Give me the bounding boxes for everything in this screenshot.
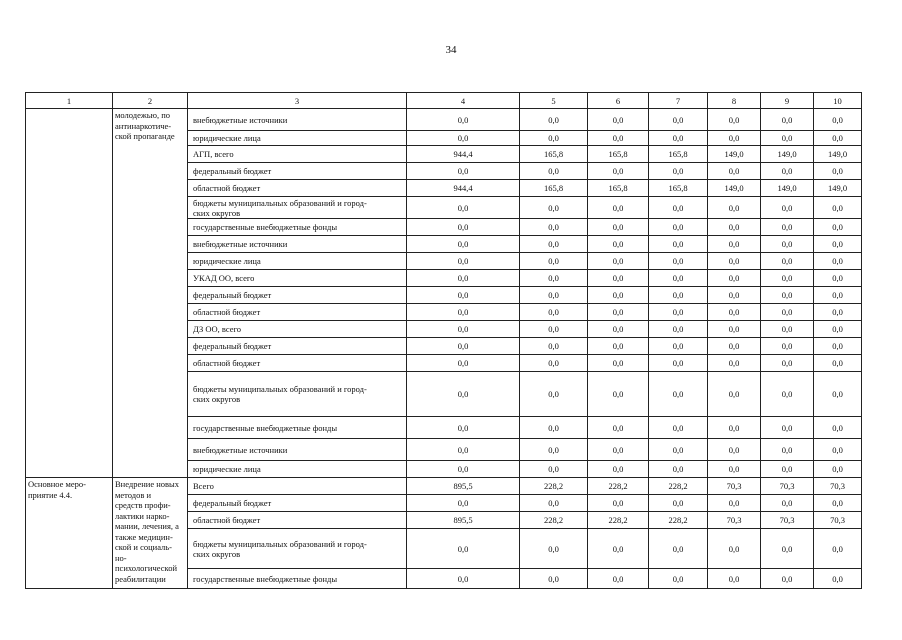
value-cell: 0,0 xyxy=(708,439,761,461)
value-cell: 0,0 xyxy=(649,163,708,180)
value-cell: 0,0 xyxy=(407,529,520,569)
value-cell: 0,0 xyxy=(407,417,520,439)
value-cell: 0,0 xyxy=(761,417,814,439)
value-cell: 0,0 xyxy=(761,131,814,146)
value-cell: 0,0 xyxy=(588,270,649,287)
value-cell: 0,0 xyxy=(708,163,761,180)
value-cell: 0,0 xyxy=(761,219,814,236)
value-cell: 0,0 xyxy=(814,372,862,417)
value-cell: 0,0 xyxy=(761,253,814,270)
funding-source-label: юридические лица xyxy=(188,131,407,146)
value-cell: 0,0 xyxy=(407,197,520,219)
value-cell: 165,8 xyxy=(520,180,588,197)
value-cell: 228,2 xyxy=(649,478,708,495)
value-cell: 228,2 xyxy=(588,512,649,529)
value-cell: 0,0 xyxy=(520,197,588,219)
funding-source-label: областной бюджет xyxy=(188,512,407,529)
value-cell: 0,0 xyxy=(407,304,520,321)
value-cell: 0,0 xyxy=(407,461,520,478)
value-cell: 149,0 xyxy=(814,146,862,163)
value-cell: 0,0 xyxy=(588,495,649,512)
value-cell: 0,0 xyxy=(588,338,649,355)
value-cell: 0,0 xyxy=(814,131,862,146)
value-cell: 0,0 xyxy=(814,253,862,270)
funding-source-label: АГП, всего xyxy=(188,146,407,163)
value-cell: 0,0 xyxy=(588,219,649,236)
value-cell: 149,0 xyxy=(761,180,814,197)
value-cell: 0,0 xyxy=(814,495,862,512)
value-cell: 0,0 xyxy=(814,417,862,439)
value-cell: 0,0 xyxy=(520,321,588,338)
value-cell: 0,0 xyxy=(407,253,520,270)
value-cell: 0,0 xyxy=(588,355,649,372)
value-cell: 70,3 xyxy=(708,478,761,495)
value-cell: 0,0 xyxy=(761,163,814,180)
value-cell: 165,8 xyxy=(649,180,708,197)
value-cell: 0,0 xyxy=(649,417,708,439)
value-cell: 0,0 xyxy=(407,270,520,287)
value-cell: 0,0 xyxy=(520,219,588,236)
value-cell: 0,0 xyxy=(814,529,862,569)
value-cell: 0,0 xyxy=(814,109,862,131)
value-cell: 165,8 xyxy=(588,146,649,163)
value-cell: 0,0 xyxy=(708,569,761,589)
value-cell: 0,0 xyxy=(588,439,649,461)
value-cell: 0,0 xyxy=(520,529,588,569)
value-cell: 70,3 xyxy=(761,512,814,529)
value-cell: 0,0 xyxy=(588,304,649,321)
value-cell: 0,0 xyxy=(761,439,814,461)
value-cell: 0,0 xyxy=(814,236,862,253)
value-cell: 0,0 xyxy=(814,163,862,180)
funding-source-label: юридические лица xyxy=(188,461,407,478)
value-cell: 0,0 xyxy=(588,321,649,338)
value-cell: 0,0 xyxy=(708,219,761,236)
value-cell: 0,0 xyxy=(520,495,588,512)
value-cell: 0,0 xyxy=(407,338,520,355)
value-cell: 0,0 xyxy=(761,109,814,131)
value-cell: 165,8 xyxy=(649,146,708,163)
budget-table xyxy=(25,92,862,589)
value-cell: 0,0 xyxy=(814,461,862,478)
value-cell: 165,8 xyxy=(588,180,649,197)
funding-source-label: УКАД ОО, всего xyxy=(188,270,407,287)
funding-source-label: Всего xyxy=(188,478,407,495)
funding-source-label: федеральный бюджет xyxy=(188,163,407,180)
value-cell: 0,0 xyxy=(814,270,862,287)
funding-source-label: областной бюджет xyxy=(188,304,407,321)
value-cell: 0,0 xyxy=(407,109,520,131)
value-cell: 0,0 xyxy=(761,372,814,417)
funding-source-label: областной бюджет xyxy=(188,180,407,197)
value-cell: 0,0 xyxy=(814,321,862,338)
value-cell: 0,0 xyxy=(520,417,588,439)
value-cell: 0,0 xyxy=(588,253,649,270)
value-cell: 0,0 xyxy=(588,109,649,131)
value-cell: 0,0 xyxy=(814,569,862,589)
column-header: 9 xyxy=(761,93,814,109)
value-cell: 0,0 xyxy=(407,236,520,253)
value-cell: 0,0 xyxy=(588,461,649,478)
column-header: 7 xyxy=(649,93,708,109)
value-cell: 228,2 xyxy=(520,512,588,529)
value-cell: 0,0 xyxy=(649,439,708,461)
value-cell: 0,0 xyxy=(588,197,649,219)
value-cell: 149,0 xyxy=(708,146,761,163)
value-cell: 0,0 xyxy=(761,321,814,338)
page-number: 34 xyxy=(445,44,457,56)
value-cell: 0,0 xyxy=(761,569,814,589)
value-cell: 0,0 xyxy=(708,461,761,478)
value-cell: 0,0 xyxy=(708,304,761,321)
value-cell: 0,0 xyxy=(814,355,862,372)
value-cell: 0,0 xyxy=(649,304,708,321)
value-cell: 0,0 xyxy=(761,355,814,372)
value-cell: 0,0 xyxy=(407,131,520,146)
funding-source-label: внебюджетные источники xyxy=(188,236,407,253)
value-cell: 0,0 xyxy=(649,197,708,219)
value-cell: 0,0 xyxy=(761,304,814,321)
value-cell: 0,0 xyxy=(520,439,588,461)
funding-source-label: государственные внебюджетные фонды xyxy=(188,219,407,236)
value-cell: 0,0 xyxy=(708,372,761,417)
column-header: 5 xyxy=(520,93,588,109)
funding-source-label: федеральный бюджет xyxy=(188,338,407,355)
value-cell: 0,0 xyxy=(761,236,814,253)
value-cell: 70,3 xyxy=(708,512,761,529)
value-cell: 70,3 xyxy=(814,512,862,529)
value-cell: 228,2 xyxy=(588,478,649,495)
header-row xyxy=(26,93,862,109)
value-cell: 0,0 xyxy=(407,569,520,589)
value-cell: 0,0 xyxy=(407,321,520,338)
value-cell: 0,0 xyxy=(649,109,708,131)
value-cell: 0,0 xyxy=(761,197,814,219)
table-row xyxy=(26,109,862,131)
value-cell: 0,0 xyxy=(761,495,814,512)
value-cell: 0,0 xyxy=(761,270,814,287)
column-header: 3 xyxy=(188,93,407,109)
value-cell: 0,0 xyxy=(588,287,649,304)
value-cell: 149,0 xyxy=(708,180,761,197)
value-cell: 0,0 xyxy=(407,163,520,180)
value-cell: 0,0 xyxy=(708,236,761,253)
value-cell: 0,0 xyxy=(588,163,649,180)
value-cell: 0,0 xyxy=(761,338,814,355)
value-cell: 0,0 xyxy=(649,495,708,512)
value-cell: 0,0 xyxy=(761,461,814,478)
value-cell: 0,0 xyxy=(649,355,708,372)
value-cell: 0,0 xyxy=(407,287,520,304)
value-cell: 0,0 xyxy=(814,219,862,236)
value-cell: 0,0 xyxy=(708,253,761,270)
value-cell: 0,0 xyxy=(649,372,708,417)
value-cell: 0,0 xyxy=(520,109,588,131)
value-cell: 0,0 xyxy=(588,529,649,569)
value-cell: 0,0 xyxy=(708,287,761,304)
value-cell: 0,0 xyxy=(708,197,761,219)
value-cell: 0,0 xyxy=(588,569,649,589)
value-cell: 0,0 xyxy=(649,253,708,270)
activity-name-cell xyxy=(26,109,113,478)
value-cell: 0,0 xyxy=(649,461,708,478)
value-cell: 0,0 xyxy=(761,529,814,569)
funding-source-label: бюджеты муниципальных образований и город- ских округов xyxy=(188,372,407,417)
column-header: 10 xyxy=(814,93,862,109)
value-cell: 0,0 xyxy=(520,569,588,589)
value-cell: 944,4 xyxy=(407,146,520,163)
value-cell: 0,0 xyxy=(708,417,761,439)
value-cell: 0,0 xyxy=(649,569,708,589)
funding-source-label: внебюджетные источники xyxy=(188,109,407,131)
value-cell: 0,0 xyxy=(814,287,862,304)
value-cell: 0,0 xyxy=(520,355,588,372)
value-cell: 0,0 xyxy=(407,372,520,417)
value-cell: 0,0 xyxy=(814,439,862,461)
value-cell: 0,0 xyxy=(649,131,708,146)
funding-source-label: федеральный бюджет xyxy=(188,287,407,304)
value-cell: 0,0 xyxy=(649,338,708,355)
value-cell: 0,0 xyxy=(588,236,649,253)
value-cell: 149,0 xyxy=(761,146,814,163)
activity-description-cell: Внедрение новых методов и средств профи- лактики нарко- мании, лечения, а также медицин- ской и социаль- но- психологической реабилитации xyxy=(113,478,188,589)
value-cell: 0,0 xyxy=(520,287,588,304)
value-cell: 0,0 xyxy=(520,270,588,287)
value-cell: 70,3 xyxy=(814,478,862,495)
value-cell: 0,0 xyxy=(520,236,588,253)
column-header: 4 xyxy=(407,93,520,109)
table-row xyxy=(26,478,862,495)
column-header: 6 xyxy=(588,93,649,109)
value-cell: 149,0 xyxy=(814,180,862,197)
value-cell: 0,0 xyxy=(649,321,708,338)
value-cell: 0,0 xyxy=(520,372,588,417)
column-header: 8 xyxy=(708,93,761,109)
value-cell: 944,4 xyxy=(407,180,520,197)
value-cell: 0,0 xyxy=(708,131,761,146)
funding-source-label: федеральный бюджет xyxy=(188,495,407,512)
funding-source-label: юридические лица xyxy=(188,253,407,270)
value-cell: 895,5 xyxy=(407,512,520,529)
funding-source-label: областной бюджет xyxy=(188,355,407,372)
value-cell: 0,0 xyxy=(520,163,588,180)
value-cell: 0,0 xyxy=(520,253,588,270)
value-cell: 0,0 xyxy=(407,355,520,372)
value-cell: 0,0 xyxy=(588,131,649,146)
column-header: 2 xyxy=(113,93,188,109)
funding-source-label: государственные внебюджетные фонды xyxy=(188,417,407,439)
value-cell: 0,0 xyxy=(708,321,761,338)
value-cell: 0,0 xyxy=(708,338,761,355)
funding-source-label: бюджеты муниципальных образований и город- ских округов xyxy=(188,197,407,219)
funding-source-label: ДЗ ОО, всего xyxy=(188,321,407,338)
value-cell: 0,0 xyxy=(761,287,814,304)
value-cell: 895,5 xyxy=(407,478,520,495)
funding-source-label: внебюджетные источники xyxy=(188,439,407,461)
value-cell: 0,0 xyxy=(649,287,708,304)
activity-description-cell: молодежью, по антинаркотиче- ской пропаганде xyxy=(113,109,188,478)
value-cell: 0,0 xyxy=(520,461,588,478)
funding-source-label: государственные внебюджетные фонды xyxy=(188,569,407,589)
value-cell: 0,0 xyxy=(407,495,520,512)
funding-source-label: бюджеты муниципальных образований и город- ских округов xyxy=(188,529,407,569)
activity-name-cell: Основное меро- приятие 4.4. xyxy=(26,478,113,589)
value-cell: 0,0 xyxy=(708,109,761,131)
value-cell: 0,0 xyxy=(649,219,708,236)
value-cell: 70,3 xyxy=(761,478,814,495)
value-cell: 0,0 xyxy=(407,219,520,236)
value-cell: 0,0 xyxy=(520,304,588,321)
value-cell: 0,0 xyxy=(649,270,708,287)
value-cell: 0,0 xyxy=(588,372,649,417)
value-cell: 228,2 xyxy=(520,478,588,495)
value-cell: 0,0 xyxy=(520,131,588,146)
value-cell: 165,8 xyxy=(520,146,588,163)
value-cell: 228,2 xyxy=(649,512,708,529)
value-cell: 0,0 xyxy=(814,197,862,219)
table-body xyxy=(26,93,862,589)
value-cell: 0,0 xyxy=(588,417,649,439)
value-cell: 0,0 xyxy=(708,529,761,569)
value-cell: 0,0 xyxy=(708,355,761,372)
value-cell: 0,0 xyxy=(814,304,862,321)
column-header: 1 xyxy=(26,93,113,109)
value-cell: 0,0 xyxy=(407,439,520,461)
value-cell: 0,0 xyxy=(814,338,862,355)
value-cell: 0,0 xyxy=(649,529,708,569)
value-cell: 0,0 xyxy=(649,236,708,253)
value-cell: 0,0 xyxy=(708,495,761,512)
value-cell: 0,0 xyxy=(708,270,761,287)
value-cell: 0,0 xyxy=(520,338,588,355)
